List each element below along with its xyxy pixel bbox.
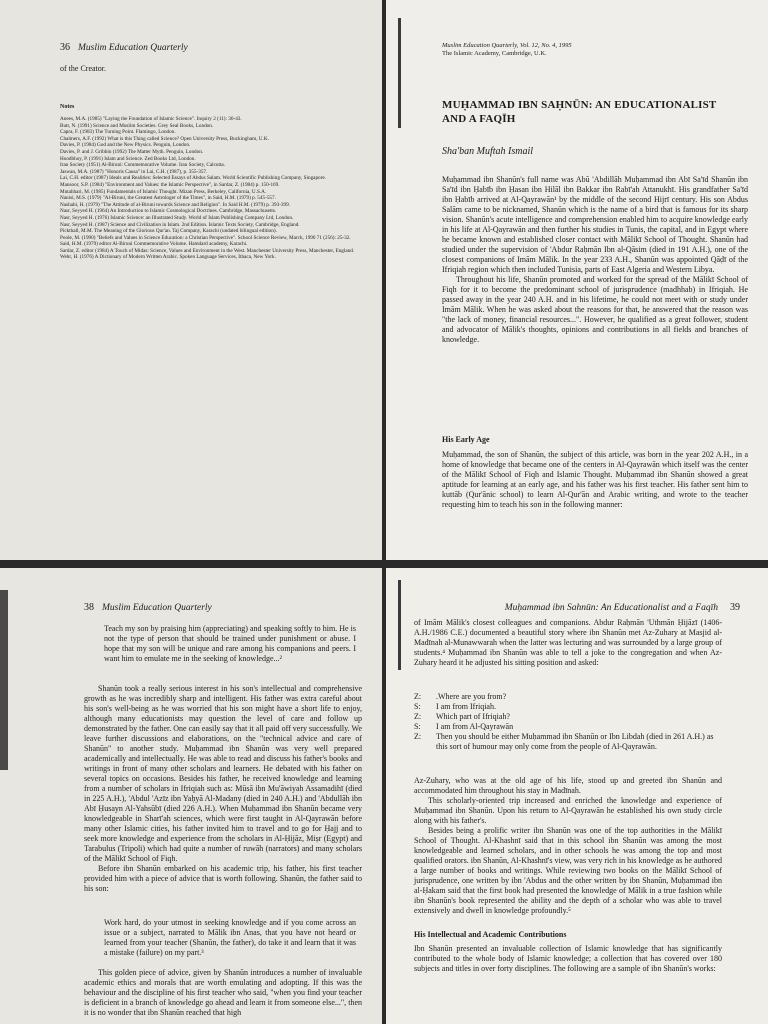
notes-list <box>60 116 360 261</box>
page-37 <box>386 0 768 560</box>
body-text <box>442 450 748 510</box>
paragraph: Az-Zuhary, who was at the old age of his life, stood up and greeted ibn Shanūn and accommodated him throughout his stay in Madīnah. <box>414 776 722 795</box>
paragraph: of Imām Mālik's closest colleagues and companions. Abdur Raḥmān 'Uthmān Ḥijāzī (1406-A.H./1986 C.E.) documented a beautiful story where ibn Shanūn met Az-Zuhary at Masjid al-Madīnah al-Munawwarah when the latter was lecturing and was surrounded by a large group of students.⁴ Muḥammad ibn Shanūn was able to tell a joke to the congregation and when Az-Zuhary heard it he adjusted his sitting position and asked: <box>414 618 722 667</box>
note-entry: Capra, F. (1983) The Turning Point. Flamingo, London. <box>60 129 176 136</box>
note-entry: Nanisi, M.S. (1979) "Al-Biruni, the Greatest Astrologer of the Times", in Said, H.M. (1979) p. 545-557. <box>60 195 276 202</box>
journal-title: Muslim Education Quarterly <box>102 603 212 613</box>
paragraph: This scholarly-oriented trip increased and enriched the knowledge and experience of Muḥammad ibn Shanūn. Upon his return to Al-Qayrawān he established his own study circle along with his father's. <box>414 796 722 825</box>
speech-text: I am from Al-Qayrawān <box>436 722 514 731</box>
journal-meta <box>442 42 572 58</box>
binding-shadow <box>398 580 401 670</box>
dialogue-line <box>414 692 720 702</box>
page-36 <box>0 0 382 560</box>
block-quote: Work hard, do your utmost in seeking knowledge and if you come across an issue or a subject, narrated to Mālik ibn Anas, that you have not heard or learned from your teacher (Shanūn, the father), do take it and learn that it was a mistake (failure) on my part.³ <box>104 918 356 957</box>
paragraph: Ibn Shanūn presented an invaluable collection of Islamic knowledge that has significantly contributed to the whole body of Islamic knowledge; a collection that has covered over 180 subjects and titles in over forty disciplines. The following are a sample of ibn Shanūn's works: <box>414 944 722 973</box>
body-text <box>442 175 748 345</box>
page-number: 38 <box>84 602 94 613</box>
note-entry: Sardar, Z. editor (1984) A Touch of Midas: Science, Values and Environment in the West. Manchester University Press, Manchester, England. <box>60 247 355 254</box>
text-line: of the Creator. <box>60 64 106 73</box>
speech-text: Which part of Ifriqiah? <box>436 712 510 721</box>
paragraph: Before ibn Shanūn embarked on his academic trip, his father, his first teacher provided him with a piece of advice that is worth following. Shanūn, the father said to his son: <box>84 864 362 893</box>
journal-title: Muslim Education Quarterly <box>78 43 188 53</box>
speaker-label: Z: <box>414 732 422 741</box>
notes-heading: Notes <box>60 104 75 110</box>
note-entry: Wehr, H. (1976) A Dictionary of Modern Written Arabic. Spoken Language Services, Ithaca, New York. <box>60 254 276 261</box>
speech-text: I am from Ifriqiah. <box>436 702 496 711</box>
note-entry: Butt, N. (1991) Science and Muslim Societies. Grey Seal Books, London. <box>60 122 214 129</box>
dialogue-line <box>414 732 720 752</box>
note-entry: Hoodbhoy, P. (1991) Islam and Science. Zed Books Ltd, London. <box>60 155 196 162</box>
dialogue-line <box>414 722 720 732</box>
note-entry: Chalmers, A.F. (1992) What is this Thing called Science? Open University Press, Buckingham, U.K. <box>60 135 269 142</box>
note-entry: Pickthall, M.M. The Meaning of the Glorious Qur'an. Taj Company, Karachi (undated bilingual edition). <box>60 228 277 235</box>
speech-text: Then you should be either Muḥammad ibn Shanūn or Ibn Libdah (died in 261 A.H.) as this sort of humour may only come from the people of Al-Qayrawān. <box>436 732 714 751</box>
speaker-label: S: <box>414 702 421 711</box>
binding-shadow <box>398 18 401 128</box>
speaker-label: S: <box>414 722 421 731</box>
note-entry: Mansoor, S.P. (1984) "Environment and Values: the Islamic Perspective", in Sardar, Z. (1984) p. 150-169. <box>60 181 280 188</box>
page-39 <box>386 568 768 1024</box>
block-quote: Teach my son by praising him (appreciating) and speaking softly to him. He is not the type of person that should be trained under punishment or abuse. I hope that my son will be unique and rare among his companions and peers. I want him to emulate me in the seeking of knowledge...² <box>104 624 356 663</box>
body-text <box>84 684 362 894</box>
body-text <box>414 776 722 916</box>
paragraph: Throughout his life, Shanūn promoted and worked for the spread of the Mālikī School of Fiqh for it to become the predominant school of jurisprudence (madhhab) in Ifriqiah. He passed away in the year 240 A.H. and in his lifetime, he could not meet with or study under Imām Mālik. When he was asked about the reasons for that, he answered that the reason was "the lack of money, financial resources...". However, he qualified as a great follower, student and advocator of Mālik's thoughts, opinions and contributions in all fields and branches of knowledge. <box>442 275 748 344</box>
note-entry: Davies, P. (1984) God and the New Physics. Penguin, London. <box>60 142 191 149</box>
speaker-label: Z: <box>414 712 422 721</box>
running-head <box>60 42 188 53</box>
journal-line: Muslim Education Quarterly, Vol. 12, No. 4, 1995 <box>442 42 572 49</box>
note-entry: Davies, P. and J. Gribbin (1992) The Matter Myth. Penguin, London. <box>60 148 204 155</box>
running-head <box>84 602 212 613</box>
note-entry: Poole, M. (1990) "Beliefs and Values in Science Education: a Christian Perspective". School Science Review, March, 1990 71 (256): 25-32. <box>60 234 351 241</box>
book-gutter <box>382 0 386 1024</box>
note-entry: Nasr, Seyyed H. (1964) An Introduction to Islamic Cosmological Doctrines. Cambridge, Massachusetts. <box>60 208 277 215</box>
dialogue-line <box>414 702 720 712</box>
note-entry: Said, H.M. (1979) editor Al-Biruni Commemorative Volume. Hamdard academy, Karachi. <box>60 241 248 248</box>
section-heading: His Intellectual and Academic Contributions <box>414 930 567 939</box>
note-entry: Nasr, Seyyed H. (1976) Islamic Science: an Illustrated Study. World of Islam Publishing Company Ltd, London. <box>60 214 294 221</box>
paragraph: Besides being a prolific writer ibn Shanūn was one of the top authorities in the Mālikī School of Thought. Al-Khashnī said that in this school ibn Shanūn was among the most knowledgeable and learned scholars, and in other schools he was among the top and most qualified orators. ibn Shanūn, Al-Khashnī's view, was very rich in his knowledge as he authored a large number of books and writings. While reviewing two books on the Mālikī School of jurisprudence, one written by ibn 'Abdus and the other written by ibn Shanūn, Muḥammad ibn al-Ḥakam said that the first book had presented the knowledge of Mālik in a true fashion while ibn Shanūn's book represented the ability and the depth of a scholar who was able to travel extensively and dwell in knowledge profoundly.⁵ <box>414 826 722 915</box>
body-text <box>414 618 722 668</box>
title-line-2: AND A FAQĪH <box>442 113 516 125</box>
paragraph: This golden piece of advice, given by Shanūn introduces a number of invaluable academic ethics and morals that are worth emulating and adopting. If this was the behaviour and the discipline of his first teacher who said, "when you find your teacher is deficient in a branch of knowledge go ahead and learn it from someone else...", then it is no wonder that ibn Shanūn reached that high <box>84 968 362 1017</box>
paragraph: Muḥammad, the son of Shanūn, the subject of this article, was born in the year 202 A.H., in a home of knowledge that became one of the centers in Al-Qayrawān which itself was the center of the Mālikī School of Fiqh and Islamic Thought. Muḥammad ibn Shanūn showed a great aptitude for learning at an early age, and his father was his first teacher. His father sent him to kuttāb (Qur'ānic school) to learn Al-Qur'ān and Arabic writing, and wrote to the teacher requesting him to teach his son in the following manner: <box>442 450 748 509</box>
note-entry: Lai, C.H. editor (1987) Ideals and Realities: Selected Essays of Abdus Salam. World Scientific Publishing Company, Singapore. <box>60 175 326 182</box>
body-text <box>84 968 362 1018</box>
speech-text: .Where are you from? <box>436 692 507 701</box>
note-entry: Nashabi, H. (1979) "The Attitude of al-Biruni towards Science and Religion". In Said H.M. (1979) p. 393-399. <box>60 201 290 208</box>
dialogue <box>414 692 720 752</box>
speaker-label: Z: <box>414 692 422 701</box>
page-38 <box>0 568 382 1024</box>
dialogue-line <box>414 712 720 722</box>
page-number: 39 <box>730 602 740 613</box>
author: Sha'ban Muftah Ismail <box>442 146 534 157</box>
opening-line <box>60 64 360 74</box>
note-entry: Jaswan, M.A. (1987) "Honoris Causa" in Lai, C.H. (1987), p. 355-357. <box>60 168 208 175</box>
section-heading: His Early Age <box>442 435 490 444</box>
running-head <box>504 602 740 613</box>
note-entry: Mutahhari, M. (1985) Fundamentals of Islamic Thought. Mizan Press, Berkeley, California, U.S.A. <box>60 188 267 195</box>
paragraph: Shanūn took a really serious interest in his son's intellectual and comprehensive growth as he was incredibly sharp and intelligent. His father was extra careful about his son's well-being as he was worried that his son might have a short life to enjoy, although many educationists may question the level of care and follow up demonstrated by the father. One can easily say that it all paid off very successfully. We leave further discussions and elaborations, on the "technical advice and care of Shanūn" to another study. Muḥammad ibn Shanūn was very well prepared academically and intellectually. He was able to read and discuss his father's books and writings in front of many other scholars and learners. He debated with his father on several topics on occasions. Besides his father, he received knowledge and learning from a number of scholars in Ifriqiah such as: Mūsā ibn Mu'āwiyah Assamadihī (died in 225 A.H.), 'Abdul 'Azīz ibn Yaḥyā Al-Madany (died in 240 A.H.) and 'Abdullāh ibn Abī Ḥusayn Al-Yahsūbī (died 226 A.H.). When Muḥammad ibn Shanūn became very knowledgeable in Sharī'ah sciences, which were first taught in Al-Qayrawān before many other Islamic cities, his father invited him to travel and to go for Ḥajj and to seek more knowledge and experience from the scholars in Al-Ḥijāz, Miṣr (Egypt) and Tarabulus (Tripoli) which had quite a number of ruwāh (narrators) and many scholars of the Mālikī School of Fiqh. <box>84 684 362 863</box>
publisher-line: The Islamic Academy, Cambridge, U.K. <box>442 50 547 57</box>
page-edge-shadow <box>0 590 8 770</box>
title-line-1: MUḤAMMAD IBN SAḤNŪN: AN EDUCATIONALIST <box>442 99 717 111</box>
article-title <box>442 98 752 126</box>
page-number: 36 <box>60 42 70 53</box>
paragraph: Muḥammad ibn Shanūn's full name was Abū 'Abdillāh Muḥammad ibn Abī Sa'īd Shanūn ibn Sa'īd ibn Ḥabīb ibn Ḥasan ibn Hilāl ibn Bakkar ibn Rabī'ah Attanukhī. His grandfather Sa'īd ibn Ḥabīb arrived at Al-Qayrawān¹ by the middle of the second Hijrī century. His son Abdus Salām came to be nicknamed, Shanūn which is the name of a bird that is famous for its sharp vision. Shanūn's acute intelligence and comprehension enabled him to acquire knowledge early in his life at Al-Qayrawān and then further his studies in Tunis, the capital, and in Egypt where he became known and established closer contact with Mālikī School of Thought. Shanūn had studied under the supervision of 'Abdur Raḥmān Ibn al-Qāsim (died in 191 A.H.), one of the closest companions of Imām Mālik. In the year 233 A.H., Shanūn was appointed Qāḍī of the Ifriqiah region which then included Tunisia, parts of East Algeria and Western Libya. <box>442 175 748 274</box>
body-text <box>414 944 722 974</box>
article-running-title: Muḥammad ibn Sahnūn: An Educationalist and a Faqīh <box>504 603 718 613</box>
scan-divider <box>0 560 768 568</box>
note-entry: Iran Society (1951) Al-Biruni: Commemorative Volume. Iran Society, Calcutta. <box>60 162 226 169</box>
note-entry: Nasr, Seyyed H. (1987) Science and Civilization in Islam. 2nd Edition. Islamic Texts Society, Cambridge, England. <box>60 221 300 228</box>
note-entry: Anees, M.A. (1985) "Laying the Foundation of Islamic Science". Inquiry 2 (11): 36-43. <box>60 116 242 122</box>
